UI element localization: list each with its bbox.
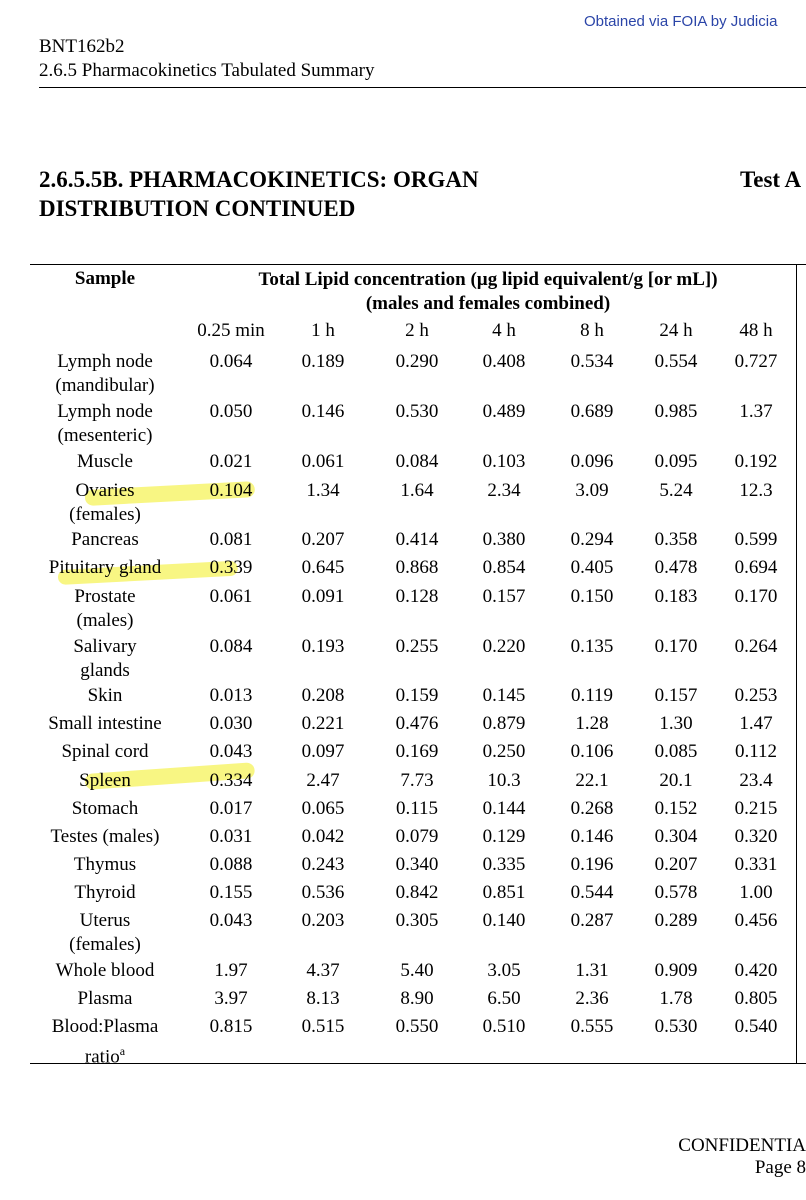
concentration-value: 2.47 — [306, 770, 340, 791]
concentration-value: 0.144 — [482, 798, 526, 819]
concentration-value: 0.203 — [301, 910, 345, 931]
concentration-value: 12.3 — [739, 480, 773, 501]
test-article-label: Test A — [740, 167, 802, 192]
sample-name — [30, 987, 180, 1011]
concentration-value: 5.24 — [659, 480, 693, 501]
sample-name-line: glands — [80, 660, 130, 681]
concentration-value: 0.189 — [301, 351, 345, 372]
concentration-value: 0.106 — [570, 741, 614, 762]
concentration-value: 0.192 — [734, 451, 778, 472]
concentration-value: 0.909 — [654, 960, 698, 981]
concentration-value: 1.28 — [575, 713, 609, 734]
concentration-value: 0.408 — [482, 351, 526, 372]
sample-name-line: Uterus — [79, 910, 131, 931]
concentration-header-line2: (males and females combined) — [365, 293, 611, 314]
concentration-value: 0.196 — [570, 854, 614, 875]
sample-name — [30, 797, 180, 821]
concentration-value: 4.37 — [306, 960, 340, 981]
concentration-value: 0.358 — [654, 529, 698, 550]
concentration-value: 0.694 — [734, 557, 778, 578]
concentration-value: 0.414 — [395, 529, 439, 550]
sample-name-line: ratio$^a$ — [84, 1044, 126, 1068]
concentration-value: 0.420 — [734, 960, 778, 981]
concentration-value: 0.221 — [301, 713, 345, 734]
concentration-value: 0.478 — [654, 557, 698, 578]
concentration-value: 0.287 — [570, 910, 614, 931]
sample-name — [30, 556, 180, 580]
concentration-value: 0.289 — [654, 910, 698, 931]
concentration-value: 0.157 — [482, 586, 526, 607]
sample-name-line: Thyroid — [74, 882, 136, 903]
concentration-value: 0.380 — [482, 529, 526, 550]
concentration-value: 20.1 — [659, 770, 693, 791]
concentration-value: 0.170 — [734, 586, 778, 607]
sample-name-line: (females) — [69, 504, 141, 525]
concentration-value: 0.112 — [734, 741, 778, 762]
concentration-value: 0.084 — [395, 451, 439, 472]
sample-name — [30, 853, 180, 877]
concentration-value: 0.555 — [570, 1016, 614, 1037]
concentration-value: 0.097 — [301, 741, 345, 762]
sample-name — [30, 350, 180, 398]
sample-name-line: (females) — [69, 934, 141, 955]
concentration-value: 1.64 — [400, 480, 434, 501]
concentration-value: 0.985 — [654, 401, 698, 422]
timepoint-header: 4 h — [492, 320, 516, 341]
concentration-value: 0.599 — [734, 529, 778, 550]
sample-name — [30, 1015, 180, 1069]
sample-name-line: Stomach — [71, 798, 139, 819]
concentration-value: 0.021 — [209, 451, 253, 472]
concentration-value: 0.115 — [395, 798, 439, 819]
concentration-value: 10.3 — [487, 770, 521, 791]
concentration-value: 0.868 — [395, 557, 439, 578]
concentration-value: 0.554 — [654, 351, 698, 372]
concentration-value: 0.536 — [301, 882, 345, 903]
sample-name — [30, 881, 180, 905]
concentration-value: 3.05 — [487, 960, 521, 981]
concentration-value: 0.530 — [654, 1016, 698, 1037]
concentration-value: 0.335 — [482, 854, 526, 875]
sample-name — [30, 528, 180, 552]
concentration-value: 0.119 — [570, 685, 614, 706]
concentration-value: 1.37 — [739, 401, 773, 422]
concentration-value: 0.727 — [734, 351, 778, 372]
concentration-value: 0.193 — [301, 636, 345, 657]
concentration-value: 0.103 — [482, 451, 526, 472]
page-number: Page 8 — [754, 1157, 806, 1178]
concentration-value: 0.146 — [570, 826, 614, 847]
sample-name-line: Thymus — [73, 854, 137, 875]
concentration-value: 0.104 — [209, 480, 253, 501]
concentration-value: 0.220 — [482, 636, 526, 657]
concentration-value: 0.530 — [395, 401, 439, 422]
concentration-value: 0.145 — [482, 685, 526, 706]
sample-name-line: Ovaries — [75, 480, 135, 501]
concentration-value: 2.36 — [575, 988, 609, 1009]
page-footer — [666, 1135, 806, 1179]
concentration-value: 0.515 — [301, 1016, 345, 1037]
sample-name-line: Small intestine — [48, 713, 162, 734]
concentration-value: 0.043 — [209, 741, 253, 762]
sample-name — [30, 479, 180, 527]
concentration-value: 0.510 — [482, 1016, 526, 1037]
concentration-header — [180, 268, 796, 316]
concentration-value: 0.340 — [395, 854, 439, 875]
concentration-value: 1.97 — [214, 960, 248, 981]
concentration-value: 0.084 — [209, 636, 253, 657]
sample-name-line: Lymph node — [57, 401, 153, 422]
concentration-value: 0.157 — [654, 685, 698, 706]
sample-name-line: Testes (males) — [50, 826, 160, 847]
table-top-rule — [30, 264, 806, 265]
concentration-value: 0.645 — [301, 557, 345, 578]
concentration-value: 0.851 — [482, 882, 526, 903]
section-title-line2: DISTRIBUTION CONTINUED — [39, 196, 356, 221]
sample-name-line: (mesenteric) — [57, 425, 153, 446]
concentration-value: 0.085 — [654, 741, 698, 762]
sample-column-header: Sample — [74, 268, 136, 289]
timepoint-header: 1 h — [311, 320, 335, 341]
concentration-value: 0.305 — [395, 910, 439, 931]
document-header — [39, 35, 806, 88]
concentration-value: 0.129 — [482, 826, 526, 847]
concentration-value: 0.017 — [209, 798, 253, 819]
concentration-value: 0.208 — [301, 685, 345, 706]
concentration-value: 8.90 — [400, 988, 434, 1009]
concentration-value: 0.879 — [482, 713, 526, 734]
sample-name — [30, 740, 180, 764]
concentration-value: 0.540 — [734, 1016, 778, 1037]
concentration-value: 2.34 — [487, 480, 521, 501]
concentration-value: 0.544 — [570, 882, 614, 903]
table-bottom-rule — [30, 1063, 806, 1064]
concentration-value: 0.207 — [301, 529, 345, 550]
concentration-value: 0.150 — [570, 586, 614, 607]
sample-name-line: Blood:Plasma — [51, 1016, 159, 1037]
concentration-value: 0.405 — [570, 557, 614, 578]
concentration-value: 0.146 — [301, 401, 345, 422]
concentration-value: 0.152 — [654, 798, 698, 819]
concentration-value: 0.842 — [395, 882, 439, 903]
concentration-value: 0.854 — [482, 557, 526, 578]
concentration-value: 0.096 — [570, 451, 614, 472]
table-right-rule — [796, 264, 797, 1064]
concentration-value: 0.339 — [209, 557, 253, 578]
concentration-value: 1.30 — [659, 713, 693, 734]
concentration-value: 1.34 — [306, 480, 340, 501]
concentration-value: 1.31 — [575, 960, 609, 981]
concentration-value: 22.1 — [575, 770, 609, 791]
concentration-value: 0.255 — [395, 636, 439, 657]
timepoint-header: 24 h — [659, 320, 693, 341]
sample-name-line: Muscle — [77, 451, 133, 472]
concentration-value: 0.155 — [209, 882, 253, 903]
concentration-value: 0.169 — [395, 741, 439, 762]
concentration-value: 0.489 — [482, 401, 526, 422]
concentration-value: 0.091 — [301, 586, 345, 607]
concentration-value: 0.304 — [654, 826, 698, 847]
concentration-value: 0.088 — [209, 854, 253, 875]
sample-name-line: Spleen — [79, 770, 131, 791]
sample-name-line: Whole blood — [55, 960, 155, 981]
document-subtitle: 2.6.5 Pharmacokinetics Tabulated Summary — [39, 60, 375, 81]
concentration-value: 0.264 — [734, 636, 778, 657]
sample-name — [30, 400, 180, 448]
concentration-value: 0.578 — [654, 882, 698, 903]
concentration-value: 0.294 — [570, 529, 614, 550]
sample-name — [30, 684, 180, 708]
concentration-value: 0.243 — [301, 854, 345, 875]
concentration-value: 23.4 — [739, 770, 773, 791]
timepoint-header: 8 h — [580, 320, 604, 341]
concentration-value: 0.050 — [209, 401, 253, 422]
sample-name — [30, 959, 180, 983]
footnote-marker: a — [119, 1044, 126, 1058]
concentration-value: 1.78 — [659, 988, 693, 1009]
sample-name-line: Prostate — [74, 586, 136, 607]
concentration-value: 0.065 — [301, 798, 345, 819]
concentration-value: 3.97 — [214, 988, 248, 1009]
sample-name — [30, 825, 180, 849]
concentration-value: 0.042 — [301, 826, 345, 847]
concentration-value: 0.061 — [301, 451, 345, 472]
concentration-value: 0.805 — [734, 988, 778, 1009]
section-title-line1: 2.6.5.5B. PHARMACOKINETICS: ORGAN — [39, 167, 479, 192]
concentration-value: 0.456 — [734, 910, 778, 931]
sample-name-line: Spinal cord — [61, 741, 149, 762]
sample-name-line: Pancreas — [71, 529, 139, 550]
timepoint-header: 2 h — [405, 320, 429, 341]
sample-name — [30, 769, 180, 793]
sample-name-line: Pituitary gland — [48, 557, 162, 578]
sample-name — [30, 712, 180, 736]
product-name: BNT162b2 — [39, 36, 125, 57]
concentration-value: 0.331 — [734, 854, 778, 875]
sample-name — [30, 450, 180, 474]
concentration-value: 0.159 — [395, 685, 439, 706]
concentration-value: 0.043 — [209, 910, 253, 931]
concentration-value: 0.268 — [570, 798, 614, 819]
concentration-value: 0.207 — [654, 854, 698, 875]
concentration-value: 0.128 — [395, 586, 439, 607]
sample-name-line: Lymph node — [57, 351, 153, 372]
concentration-value: 0.215 — [734, 798, 778, 819]
concentration-value: 0.135 — [570, 636, 614, 657]
concentration-value: 0.081 — [209, 529, 253, 550]
concentration-value: 0.320 — [734, 826, 778, 847]
sample-name-line: Skin — [87, 685, 123, 706]
concentration-value: 0.815 — [209, 1016, 253, 1037]
concentration-value: 0.534 — [570, 351, 614, 372]
concentration-value: 1.47 — [739, 713, 773, 734]
sample-name-line: Plasma — [77, 988, 133, 1009]
concentration-value: 0.031 — [209, 826, 253, 847]
concentration-header-line1: Total Lipid concentration (µg lipid equivalent/g [or mL]) — [258, 269, 718, 290]
sample-name-line: (mandibular) — [55, 375, 155, 396]
timepoint-header: 48 h — [739, 320, 773, 341]
concentration-value: 0.334 — [209, 770, 253, 791]
sample-name-line: Salivary — [73, 636, 137, 657]
concentration-value: 0.689 — [570, 401, 614, 422]
concentration-value: 0.290 — [395, 351, 439, 372]
concentration-value: 0.183 — [654, 586, 698, 607]
concentration-value: 0.140 — [482, 910, 526, 931]
concentration-value: 0.170 — [654, 636, 698, 657]
concentration-value: 1.00 — [739, 882, 773, 903]
concentration-value: 0.250 — [482, 741, 526, 762]
concentration-value: 0.476 — [395, 713, 439, 734]
foia-banner: Obtained via FOIA by Judicia — [584, 13, 778, 30]
concentration-value: 3.09 — [575, 480, 609, 501]
concentration-value: 8.13 — [306, 988, 340, 1009]
concentration-value: 0.079 — [395, 826, 439, 847]
sample-name — [30, 585, 180, 633]
concentration-value: 0.253 — [734, 685, 778, 706]
concentration-value: 0.550 — [395, 1016, 439, 1037]
confidential-label: CONFIDENTIA — [678, 1135, 806, 1156]
sample-name — [30, 909, 180, 957]
timepoint-header: 0.25 min — [197, 320, 265, 341]
concentration-value: 0.061 — [209, 586, 253, 607]
concentration-value: 6.50 — [487, 988, 521, 1009]
concentration-value: 0.030 — [209, 713, 253, 734]
sample-name — [30, 635, 180, 683]
concentration-value: 5.40 — [400, 960, 434, 981]
sample-name-line: (males) — [76, 610, 134, 631]
concentration-value: 0.013 — [209, 685, 253, 706]
concentration-value: 0.064 — [209, 351, 253, 372]
concentration-value: 7.73 — [400, 770, 434, 791]
concentration-value: 0.095 — [654, 451, 698, 472]
section-title — [39, 165, 599, 223]
